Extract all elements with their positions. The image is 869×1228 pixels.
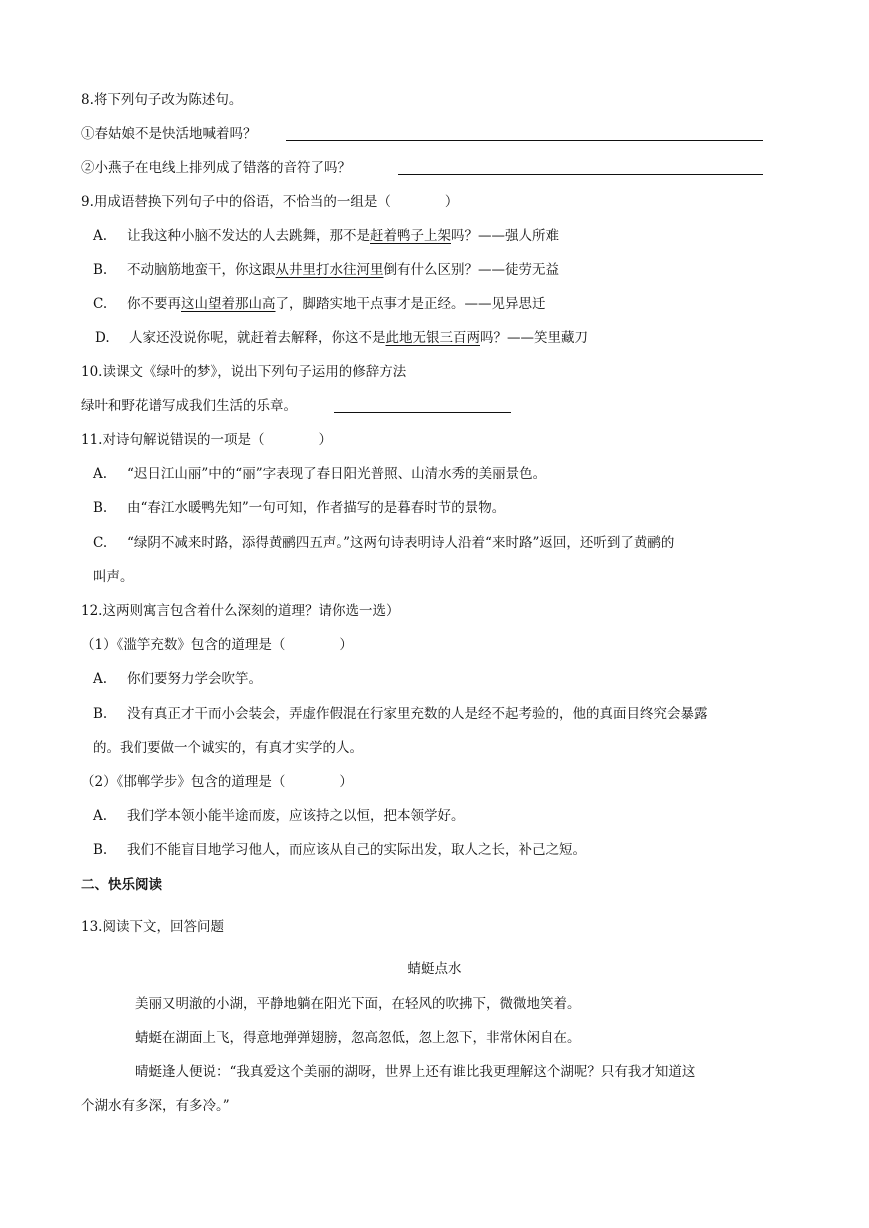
article-paragraph-3-continued: 个湖水有多深，有多冷。” bbox=[81, 1098, 230, 1114]
q12-part2-stem: （2）《邯郸学步》包含的道理是（ ） bbox=[81, 774, 353, 790]
option-text: 你们要努力学会吹竽。 bbox=[127, 671, 262, 687]
q11-option-a[interactable] bbox=[93, 465, 546, 483]
option-text: 倒有什么区别？——徒劳无益 bbox=[383, 262, 559, 278]
article-title: 蜻蜓点水 bbox=[407, 961, 462, 977]
option-text: “迟日江山丽”中的“丽”字表现了春日阳光普照、山清水秀的美丽景色。 bbox=[127, 466, 547, 482]
option-letter: B. bbox=[93, 262, 108, 278]
q11-title: 11.对诗句解说错误的一项是（ ） bbox=[81, 432, 332, 448]
q9-option-c[interactable] bbox=[93, 295, 546, 313]
option-letter: C. bbox=[93, 535, 108, 551]
q8-title: 8.将下列句子改为陈述句。 bbox=[81, 92, 243, 108]
option-text: 吗？——强人所难 bbox=[451, 228, 559, 244]
section-heading: 二、快乐阅读 bbox=[81, 877, 162, 893]
q8-answer-line-1[interactable] bbox=[286, 140, 763, 141]
q11-option-b[interactable] bbox=[93, 499, 505, 517]
underlined-phrase: 这山望着那山高 bbox=[181, 296, 276, 312]
option-text: 我们不能盲目地学习他人，而应该从自己的实际出发，取人之长，补己之短。 bbox=[127, 842, 586, 858]
q12-part2-option-a[interactable] bbox=[93, 807, 465, 825]
option-letter: A. bbox=[93, 671, 108, 687]
q11-option-c-continued: 叫声。 bbox=[93, 569, 134, 585]
option-letter: B. bbox=[93, 500, 108, 516]
option-text: 我们学本领小能半途而废，应该持之以恒，把本领学好。 bbox=[127, 808, 465, 824]
option-letter: A. bbox=[93, 228, 108, 244]
q12-part1-stem: （1）《滥竽充数》包含的道理是（ ） bbox=[81, 637, 353, 653]
option-letter: D. bbox=[95, 330, 110, 346]
article-paragraph-3: 晴蜓逢人便说：“我真爱这个美丽的湖呀，世界上还有谁比我更理解这个湖呢？只有我才知道这 bbox=[135, 1064, 696, 1080]
underlined-phrase: 从井里打水往河里 bbox=[275, 262, 384, 278]
q10-answer-line[interactable] bbox=[334, 412, 511, 413]
q9-option-a[interactable] bbox=[93, 227, 559, 245]
option-text: 不动脑筋地蛮干，你这跟 bbox=[127, 262, 276, 278]
article-paragraph-2: 蜻蜓在湖面上飞，得意地弹弹翅膀，忽高忽低，忽上忽下，非常休闲自在。 bbox=[135, 1030, 581, 1046]
q8-sentence-2: ②小燕子在电线上排列成了错落的音符了吗？ bbox=[81, 160, 351, 176]
q12-title: 12.这两则寓言包含着什么深刻的道理？请你选一选） bbox=[81, 603, 400, 619]
q8-answer-line-2[interactable] bbox=[398, 174, 763, 175]
option-letter: B. bbox=[93, 842, 108, 858]
underlined-phrase: 赶着鸭子上架 bbox=[370, 228, 451, 244]
underlined-phrase: 此地无银三百两 bbox=[385, 330, 480, 346]
option-text: 你不要再 bbox=[127, 296, 181, 312]
article-paragraph-1: 美丽又明澈的小湖，平静地躺在阳光下面，在轻风的吹拂下，微微地笑着。 bbox=[135, 996, 581, 1012]
q9-option-d[interactable] bbox=[95, 329, 588, 347]
option-letter: A. bbox=[93, 808, 108, 824]
option-letter: C. bbox=[93, 296, 108, 312]
q10-title: 10.读课文《绿叶的梦》，说出下列句子运用的修辞方法 bbox=[81, 364, 407, 380]
option-text: 让我这种小脑不发达的人去跳舞，那不是 bbox=[127, 228, 370, 244]
option-letter: B. bbox=[93, 706, 108, 722]
q10-sentence: 绿叶和野花谱写成我们生活的乐章。 bbox=[81, 398, 297, 414]
option-text: 人家还没说你呢，就赶着去解释，你这不是 bbox=[129, 330, 386, 346]
option-letter: A. bbox=[93, 466, 108, 482]
q8-sentence-1: ①春姑娘不是快活地喊着吗？ bbox=[81, 126, 257, 142]
q12-part1-option-b-continued: 的。我们要做一个诚实的，有真才实学的人。 bbox=[93, 740, 363, 756]
option-text: “绿阴不减来时路，添得黄鹂四五声。”这两句诗表明诗人沿着“来时路”返回，还听到了黄鹂的 bbox=[127, 535, 675, 551]
q12-part1-option-b[interactable] bbox=[93, 705, 708, 723]
q13-title: 13.阅读下文，回答问题 bbox=[81, 919, 224, 935]
q9-title: 9.用成语替换下列句子中的俗语，不恰当的一组是（ ） bbox=[81, 194, 459, 210]
q12-part2-option-b[interactable] bbox=[93, 841, 586, 859]
option-text: 由“春江水暖鸭先知”一句可知，作者描写的是暮春时节的景物。 bbox=[127, 500, 506, 516]
q11-option-c[interactable] bbox=[93, 534, 674, 552]
option-text: 了，脚踏实地干点事才是正经。——见异思迁 bbox=[275, 296, 546, 312]
option-text: 没有真正才干而小会装会，弄虚作假混在行家里充数的人是经不起考验的，他的真面目终究会暴露 bbox=[127, 706, 708, 722]
q9-option-b[interactable] bbox=[93, 261, 559, 279]
option-text: 吗？——笑里藏刀 bbox=[480, 330, 588, 346]
q12-part1-option-a[interactable] bbox=[93, 670, 262, 688]
